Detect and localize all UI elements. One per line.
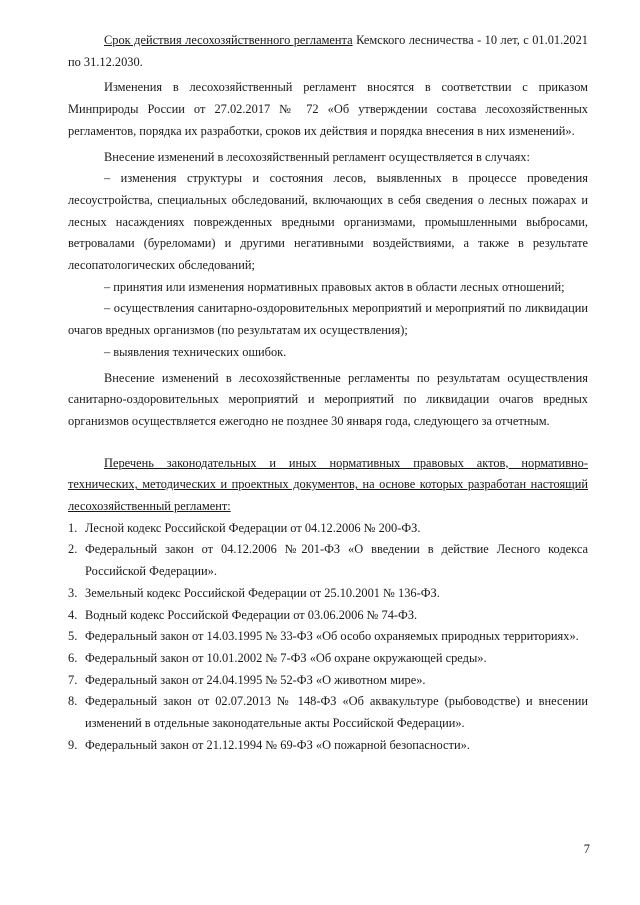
list-item (68, 735, 588, 757)
ref-number: 7. (68, 672, 78, 687)
cases-intro: Внесение изменений в лесохозяйственный регламент осуществляется в случаях: (104, 149, 530, 164)
ref-number: 2. (68, 542, 78, 557)
list-item (68, 518, 588, 540)
ref-text: Лесной кодекс Российской Федерации от 04.12.2006 № 200-ФЗ. (85, 520, 421, 535)
ref-number: 1. (68, 520, 78, 535)
validity-label: Срок действия лесохозяйственного регламента (104, 33, 353, 47)
ref-text: Федеральный закон от 21.12.1994 № 69-ФЗ «О пожарной безопасности». (85, 737, 470, 752)
list-item (68, 539, 588, 582)
case-item: – осуществления санитарно-оздоровительных мероприятий и мероприятий по ликвидации очагов вредных организмов (по результатам их осуществления); (68, 301, 588, 338)
ref-text: Федеральный закон от 04.12.2006 №201-ФЗ «О введении в действие Лесного кодекса Российской Федерации». (85, 542, 588, 579)
list-item (68, 648, 588, 670)
ref-text: Федеральный закон от 02.07.2013 № 148-ФЗ «Об аквакультуре (рыбоводстве) и внесении изменений в отдельные законодательные акты Российской Федерации». (85, 694, 588, 731)
ref-text: Водный кодекс Российской Федерации от 03.06.2006 № 74-ФЗ. (85, 607, 418, 622)
changes-paragraph: Изменения в лесохозяйственный регламент вносятся в соответствии с приказом Минприроды России от 27.02.2017 № 72 «Об утверждении состава лесохозяйственных регламентов, порядка их разработки, сроков их действия и порядка внесения в них изменений». (68, 80, 588, 138)
section-gap (68, 433, 588, 453)
ref-number: 3. (68, 585, 78, 600)
ref-text: Федеральный закон от 14.03.1995 № 33-ФЗ «Об особо охраняемых природных территориях». (85, 629, 579, 644)
list-item (68, 670, 588, 692)
case-item: – принятия или изменения нормативных правовых актов в области лесных отношений; (104, 279, 565, 294)
ref-number: 4. (68, 607, 78, 622)
ref-number: 6. (68, 650, 78, 665)
case-item: – изменения структуры и состояния лесов, выявленных в процессе проведения лесоустройства, специальных обследований, включающих в себя сведения о лесных пожарах и лесных насаждениях поврежденных вредными организмами, промышленными выбросами, ветровалами (буреломами) и другими негативными воздействиями, а также в результате лесопатологических обследований; (68, 171, 588, 273)
ref-text: Федеральный закон от 10.01.2002 № 7-ФЗ «Об охране окружающей среды». (85, 650, 487, 665)
list-item (68, 626, 588, 648)
validity-text: Кемского лесничества - 10 лет, с 01.01.2021 по 31.12.2030. (68, 33, 588, 69)
refs-heading: Перечень законодательных и иных нормативных правовых актов, нормативно-технических, методических и проектных документов, на основе которых разработан настоящий лесохозяйственный регламент: (68, 455, 588, 514)
sanitary-paragraph: Внесение изменений в лесохозяйственные регламенты по результатам осуществления санитарно-оздоровительных мероприятий и мероприятий по ликвидации очагов вредных организмов осуществляется ежегодно не позднее 30 января года, следующего за отчетным. (68, 370, 588, 428)
list-item (68, 583, 588, 605)
list-item (68, 605, 588, 627)
ref-text: Земельный кодекс Российской Федерации от 25.10.2001 № 136-ФЗ. (85, 585, 440, 600)
refs-list (68, 518, 588, 757)
case-item: – выявления технических ошибок. (104, 344, 287, 359)
ref-number: 8. (68, 694, 78, 709)
validity-paragraph (68, 30, 588, 73)
page-content (68, 30, 588, 757)
list-item (68, 691, 588, 734)
page-number: 7 (583, 842, 590, 856)
ref-number: 9. (68, 737, 78, 752)
ref-text: Федеральный закон от 24.04.1995 № 52-ФЗ «О животном мире». (85, 672, 426, 687)
ref-number: 5. (68, 629, 78, 644)
